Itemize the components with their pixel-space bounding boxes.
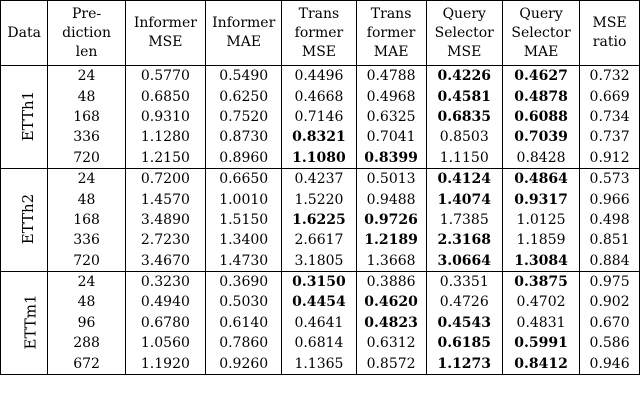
cell-inf-mse: 1.1920 [125, 353, 205, 374]
table-row [1, 148, 640, 169]
cell-inf-mse: 1.2150 [125, 148, 205, 169]
cell-inf-mse: 0.6850 [125, 86, 205, 106]
group-label-cell [1, 271, 48, 374]
cell-inf-mse: 1.4570 [125, 189, 205, 209]
cell-qs-mae: 0.7039 [502, 127, 579, 147]
header-informer-mse: Informer MSE [125, 1, 205, 66]
cell-len: 24 [48, 66, 125, 87]
cell-len: 24 [48, 168, 125, 189]
cell-inf-mae: 0.9260 [206, 353, 282, 374]
header-prediction-len: Pre- diction len [48, 1, 125, 66]
cell-tr-mse: 0.4641 [282, 313, 356, 333]
cell-tr-mse: 0.4454 [282, 292, 356, 312]
table-row [1, 189, 640, 209]
cell-ratio: 0.498 [580, 210, 640, 230]
cell-len: 48 [48, 292, 125, 312]
cell-tr-mse: 1.1365 [282, 353, 356, 374]
cell-tr-mae: 0.9488 [356, 189, 426, 209]
cell-ratio: 0.670 [580, 313, 640, 333]
header-mse-ratio: MSE ratio [580, 1, 640, 66]
cell-qs-mae: 0.4878 [502, 86, 579, 106]
header-queryselector-mae: Query Selector MAE [502, 1, 579, 66]
group-ettm1 [1, 271, 640, 374]
cell-inf-mse: 0.7200 [125, 168, 205, 189]
cell-qs-mae: 1.0125 [502, 210, 579, 230]
cell-tr-mae: 0.4620 [356, 292, 426, 312]
group-label: ETTh1 [19, 91, 38, 142]
cell-qs-mse: 1.1150 [426, 148, 502, 169]
cell-inf-mse: 0.3230 [125, 271, 205, 292]
cell-qs-mse: 0.4543 [426, 313, 502, 333]
cell-ratio: 0.975 [580, 271, 640, 292]
cell-qs-mse: 0.4226 [426, 66, 502, 87]
cell-ratio: 0.902 [580, 292, 640, 312]
cell-qs-mse: 0.8503 [426, 127, 502, 147]
cell-ratio: 0.851 [580, 230, 640, 250]
cell-inf-mse: 0.5770 [125, 66, 205, 87]
group-label-cell [1, 66, 48, 169]
cell-qs-mse: 0.4726 [426, 292, 502, 312]
group-etth1 [1, 66, 640, 169]
cell-qs-mse: 0.6835 [426, 107, 502, 127]
cell-tr-mae: 0.9726 [356, 210, 426, 230]
cell-qs-mse: 0.4124 [426, 168, 502, 189]
cell-inf-mae: 0.6140 [206, 313, 282, 333]
cell-tr-mse: 0.4237 [282, 168, 356, 189]
cell-inf-mae: 1.3400 [206, 230, 282, 250]
table-row [1, 86, 640, 106]
cell-qs-mse: 1.1273 [426, 353, 502, 374]
cell-len: 48 [48, 86, 125, 106]
cell-qs-mae: 0.4864 [502, 168, 579, 189]
cell-qs-mae: 0.8428 [502, 148, 579, 169]
cell-len: 168 [48, 107, 125, 127]
cell-qs-mae: 0.4627 [502, 66, 579, 87]
table-row [1, 66, 640, 87]
cell-tr-mae: 0.6312 [356, 333, 426, 353]
cell-inf-mse: 0.6780 [125, 313, 205, 333]
cell-ratio: 0.912 [580, 148, 640, 169]
cell-inf-mse: 2.7230 [125, 230, 205, 250]
cell-inf-mae: 1.0010 [206, 189, 282, 209]
header-row [1, 1, 640, 66]
cell-len: 168 [48, 210, 125, 230]
cell-tr-mse: 0.7146 [282, 107, 356, 127]
table-row [1, 271, 640, 292]
cell-qs-mae: 0.9317 [502, 189, 579, 209]
cell-tr-mse: 0.4496 [282, 66, 356, 87]
cell-inf-mae: 0.6250 [206, 86, 282, 106]
group-label-cell [1, 168, 48, 271]
cell-tr-mae: 0.4823 [356, 313, 426, 333]
header-transformer-mse: Trans former MSE [282, 1, 356, 66]
cell-qs-mae: 1.1859 [502, 230, 579, 250]
cell-len: 96 [48, 313, 125, 333]
cell-len: 672 [48, 353, 125, 374]
cell-inf-mae: 0.7860 [206, 333, 282, 353]
cell-ratio: 0.586 [580, 333, 640, 353]
group-etth2 [1, 168, 640, 271]
cell-inf-mae: 0.8730 [206, 127, 282, 147]
cell-ratio: 0.946 [580, 353, 640, 374]
cell-tr-mae: 0.4788 [356, 66, 426, 87]
cell-tr-mae: 0.8399 [356, 148, 426, 169]
table-row [1, 333, 640, 353]
cell-inf-mse: 3.4670 [125, 251, 205, 272]
table-row [1, 127, 640, 147]
cell-qs-mae: 1.3084 [502, 251, 579, 272]
cell-inf-mse: 1.0560 [125, 333, 205, 353]
cell-tr-mse: 1.5220 [282, 189, 356, 209]
cell-tr-mae: 0.7041 [356, 127, 426, 147]
cell-qs-mse: 2.3168 [426, 230, 502, 250]
cell-ratio: 0.669 [580, 86, 640, 106]
cell-len: 24 [48, 271, 125, 292]
cell-qs-mae: 0.6088 [502, 107, 579, 127]
cell-tr-mse: 1.6225 [282, 210, 356, 230]
table-row [1, 168, 640, 189]
cell-ratio: 0.734 [580, 107, 640, 127]
table-row [1, 292, 640, 312]
cell-qs-mae: 0.4702 [502, 292, 579, 312]
table-row [1, 353, 640, 374]
group-label: ETTm1 [21, 294, 40, 350]
cell-tr-mse: 0.4668 [282, 86, 356, 106]
cell-inf-mse: 3.4890 [125, 210, 205, 230]
cell-len: 720 [48, 148, 125, 169]
header-informer-mae: Informer MAE [206, 1, 282, 66]
cell-inf-mae: 0.8960 [206, 148, 282, 169]
cell-len: 48 [48, 189, 125, 209]
cell-len: 288 [48, 333, 125, 353]
cell-inf-mse: 0.9310 [125, 107, 205, 127]
table-row [1, 210, 640, 230]
cell-qs-mse: 0.4581 [426, 86, 502, 106]
table-row [1, 107, 640, 127]
cell-tr-mse: 0.3150 [282, 271, 356, 292]
cell-inf-mae: 1.5150 [206, 210, 282, 230]
cell-tr-mae: 1.3668 [356, 251, 426, 272]
cell-qs-mae: 0.3875 [502, 271, 579, 292]
cell-ratio: 0.737 [580, 127, 640, 147]
cell-qs-mse: 1.4074 [426, 189, 502, 209]
cell-ratio: 0.966 [580, 189, 640, 209]
cell-len: 720 [48, 251, 125, 272]
cell-inf-mae: 0.5490 [206, 66, 282, 87]
cell-tr-mae: 0.3886 [356, 271, 426, 292]
table-row [1, 230, 640, 250]
cell-inf-mae: 1.4730 [206, 251, 282, 272]
cell-inf-mae: 0.5030 [206, 292, 282, 312]
cell-tr-mae: 0.8572 [356, 353, 426, 374]
cell-tr-mae: 0.5013 [356, 168, 426, 189]
cell-qs-mse: 1.7385 [426, 210, 502, 230]
cell-qs-mse: 0.6185 [426, 333, 502, 353]
table-row [1, 313, 640, 333]
cell-qs-mse: 0.3351 [426, 271, 502, 292]
cell-qs-mae: 0.5991 [502, 333, 579, 353]
header-data: Data [1, 1, 48, 66]
cell-inf-mae: 0.3690 [206, 271, 282, 292]
cell-tr-mse: 1.1080 [282, 148, 356, 169]
cell-len: 336 [48, 230, 125, 250]
cell-tr-mae: 0.4968 [356, 86, 426, 106]
cell-inf-mse: 0.4940 [125, 292, 205, 312]
cell-ratio: 0.884 [580, 251, 640, 272]
cell-qs-mse: 3.0664 [426, 251, 502, 272]
group-label: ETTh2 [19, 194, 38, 245]
cell-tr-mse: 0.6814 [282, 333, 356, 353]
cell-inf-mse: 1.1280 [125, 127, 205, 147]
cell-tr-mae: 1.2189 [356, 230, 426, 250]
cell-tr-mae: 0.6325 [356, 107, 426, 127]
cell-ratio: 0.732 [580, 66, 640, 87]
cell-tr-mse: 2.6617 [282, 230, 356, 250]
cell-tr-mse: 0.8321 [282, 127, 356, 147]
cell-len: 336 [48, 127, 125, 147]
cell-inf-mae: 0.7520 [206, 107, 282, 127]
header-transformer-mae: Trans former MAE [356, 1, 426, 66]
cell-qs-mae: 0.8412 [502, 353, 579, 374]
cell-ratio: 0.573 [580, 168, 640, 189]
cell-tr-mse: 3.1805 [282, 251, 356, 272]
cell-inf-mae: 0.6650 [206, 168, 282, 189]
cell-qs-mae: 0.4831 [502, 313, 579, 333]
table-row [1, 251, 640, 272]
header-queryselector-mse: Query Selector MSE [426, 1, 502, 66]
